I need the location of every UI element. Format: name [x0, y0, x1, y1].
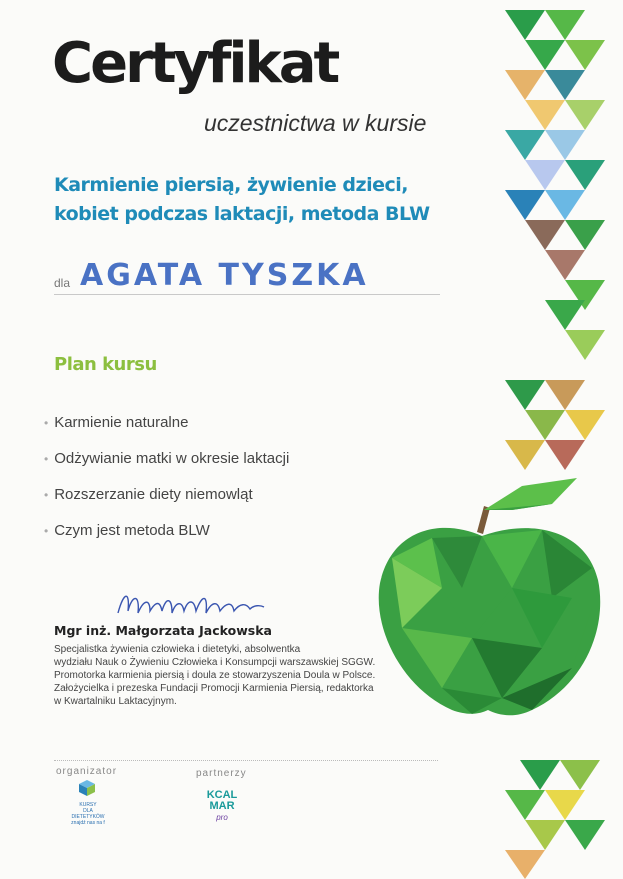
bullet-icon: •: [44, 452, 49, 466]
for-label: dla: [54, 276, 71, 290]
organizer-logo-line: DIETETYKÓW: [71, 814, 105, 820]
plan-item: [44, 446, 289, 482]
green-apple-illustration: [372, 478, 612, 718]
plan-item-label: Rozszerzanie diety niemowląt: [54, 486, 253, 503]
instructor-bio: [54, 643, 394, 708]
bio-line: Specjalistka żywienia człowieka i dietetyki, absolwentka: [54, 644, 301, 655]
bullet-icon: •: [44, 416, 49, 430]
plan-item: [44, 410, 289, 446]
bio-line: Promotorka karmienia piersią i doula ze stowarzyszenia Doula w Polsce.: [54, 670, 376, 681]
organizer-logo-line: KURSY: [79, 802, 97, 808]
bio-line: Założycielka i prezeska Fundacji Promocji Karmienia Piersią, redaktorka: [54, 683, 374, 694]
partner-logo-line: KCAL: [206, 789, 238, 801]
bio-line: wydziału Nauk o Żywieniu Człowieka i Konsumpcji warszawskiej SGGW.: [54, 657, 376, 668]
bio-line: w Kwartalniku Laktacyjnym.: [54, 696, 177, 707]
participant-name: AGATA TYSZKA: [80, 258, 369, 293]
certificate-subtitle: uczestnictwa w kursie: [204, 110, 427, 136]
bullet-icon: •: [44, 488, 49, 502]
certificate-title: Certyfikat: [52, 31, 338, 96]
plan-item-label: Czym jest metoda BLW: [54, 522, 210, 539]
handwritten-signature: [110, 585, 270, 625]
organizer-logo-text: [60, 802, 116, 826]
partner-logo-line: pro: [216, 813, 228, 822]
plan-item: [44, 482, 289, 518]
footer-divider: [54, 760, 438, 761]
partner-logo-line: MAR: [209, 800, 235, 812]
organizer-label: organizator: [56, 766, 118, 777]
partner-logo: [204, 790, 240, 823]
plan-item-label: Karmienie naturalne: [54, 414, 189, 431]
course-title-line-2: kobiet podczas laktacji, metoda BLW: [54, 203, 430, 225]
bullet-icon: •: [44, 524, 49, 538]
plan-heading: Plan kursu: [54, 354, 157, 375]
participant-row: [54, 260, 440, 295]
organizer-logo-line: znajdź nas na f: [71, 820, 105, 826]
organizer-logo-line: DLA: [83, 808, 93, 814]
course-title-line-1: Karmienie piersią, żywienie dzieci,: [54, 174, 408, 196]
instructor-name: Mgr inż. Małgorzata Jackowska: [54, 623, 272, 638]
plan-list: [44, 410, 289, 554]
course-title: [54, 171, 430, 229]
plan-item: [44, 518, 289, 554]
plan-item-label: Odżywianie matki w okresie laktacji: [54, 450, 290, 467]
partners-label: partnerzy: [196, 768, 247, 779]
